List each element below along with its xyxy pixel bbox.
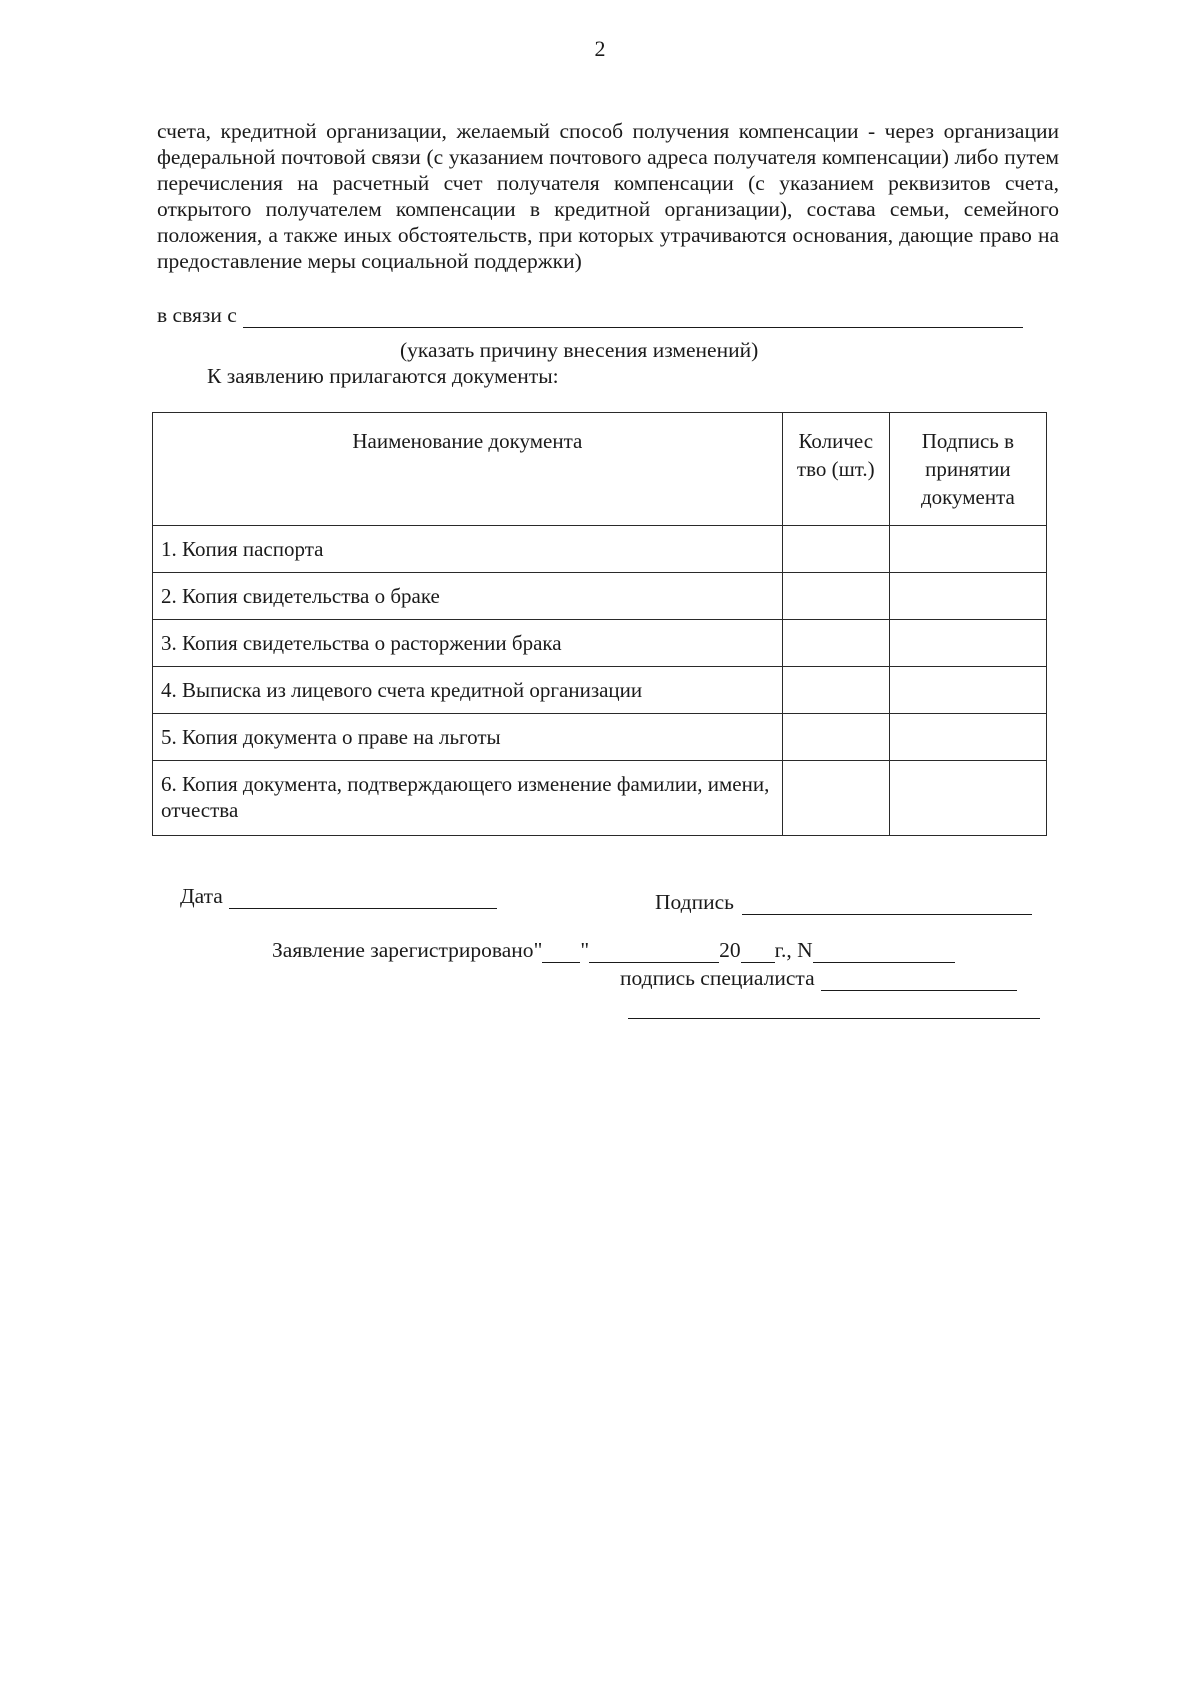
reason-label: в связи с <box>157 303 237 327</box>
quantity-cell[interactable] <box>782 620 889 667</box>
signature-blank-line[interactable] <box>742 892 1032 915</box>
signature-label: Подпись <box>655 890 734 914</box>
document-name-cell: 3. Копия свидетельства о расторжении брака <box>153 620 783 667</box>
documents-table <box>152 412 1047 836</box>
specialist-signature-blank[interactable] <box>821 968 1017 991</box>
date-label: Дата <box>180 884 223 908</box>
signature-cell[interactable] <box>889 526 1046 573</box>
table-row <box>153 714 1047 761</box>
header-document-name: Наименование документа <box>153 413 783 526</box>
registration-label: Заявление зарегистрировано <box>272 938 534 962</box>
table-row <box>153 761 1047 836</box>
table-row <box>153 667 1047 714</box>
table-row <box>153 620 1047 667</box>
attachments-intro: К заявлению прилагаются документы: <box>207 364 559 388</box>
header-signature: Подпись в принятии документа <box>889 413 1046 526</box>
quantity-cell[interactable] <box>782 573 889 620</box>
document-name-cell: 6. Копия документа, подтверждающего изменение фамилии, имени, отчества <box>153 761 783 836</box>
reason-field <box>157 302 1077 328</box>
page-number: 2 <box>594 36 606 61</box>
registration-number-label: г., N <box>774 938 813 962</box>
signature-cell[interactable] <box>889 667 1046 714</box>
quantity-cell[interactable] <box>782 714 889 761</box>
table-row <box>153 526 1047 573</box>
specialist-signature-label: подпись специалиста <box>620 966 815 990</box>
quantity-cell[interactable] <box>782 526 889 573</box>
registration-month-blank[interactable] <box>589 942 719 963</box>
document-name-cell: 4. Выписка из лицевого счета кредитной организации <box>153 667 783 714</box>
specialist-name-blank-line[interactable] <box>628 1018 1040 1019</box>
reason-blank-line[interactable] <box>243 305 1023 328</box>
registration-quote-open: " <box>533 938 543 962</box>
body-paragraph: счета, кредитной организации, желаемый способ получения компенсации - через организации федеральной почтовой связи (с указанием почтового адреса получателя компенсации) либо путем перечисления на расчетный счет получателя компенсации (с указанием реквизитов счета, открытого получателем компенсации в кредитной организации), состава семьи, семейного положения, а также иных обстоятельств, при которых утрачиваются основания, дающие право на предоставление меры социальной поддержки) <box>157 119 1059 273</box>
registration-number-blank[interactable] <box>813 942 955 963</box>
table-header-row <box>153 413 1047 526</box>
registration-line <box>272 938 955 963</box>
signature-cell[interactable] <box>889 714 1046 761</box>
header-quantity: Количес тво (шт.) <box>782 413 889 526</box>
registration-quote-close: " <box>580 938 590 962</box>
signature-cell[interactable] <box>889 573 1046 620</box>
signature-field <box>655 890 1032 915</box>
registration-day-blank[interactable] <box>542 942 580 963</box>
table-row <box>153 573 1047 620</box>
quantity-cell[interactable] <box>782 667 889 714</box>
signature-cell[interactable] <box>889 620 1046 667</box>
quantity-cell[interactable] <box>782 761 889 836</box>
registration-year-prefix: 20 <box>719 938 741 962</box>
document-name-cell: 2. Копия свидетельства о браке <box>153 573 783 620</box>
date-field <box>180 884 497 909</box>
document-name-cell: 1. Копия паспорта <box>153 526 783 573</box>
document-name-cell: 5. Копия документа о праве на льготы <box>153 714 783 761</box>
registration-year-blank[interactable] <box>741 942 775 963</box>
date-blank-line[interactable] <box>229 886 497 909</box>
signature-cell[interactable] <box>889 761 1046 836</box>
reason-hint: (указать причину внесения изменений) <box>400 338 759 362</box>
specialist-signature-field <box>620 966 1017 991</box>
